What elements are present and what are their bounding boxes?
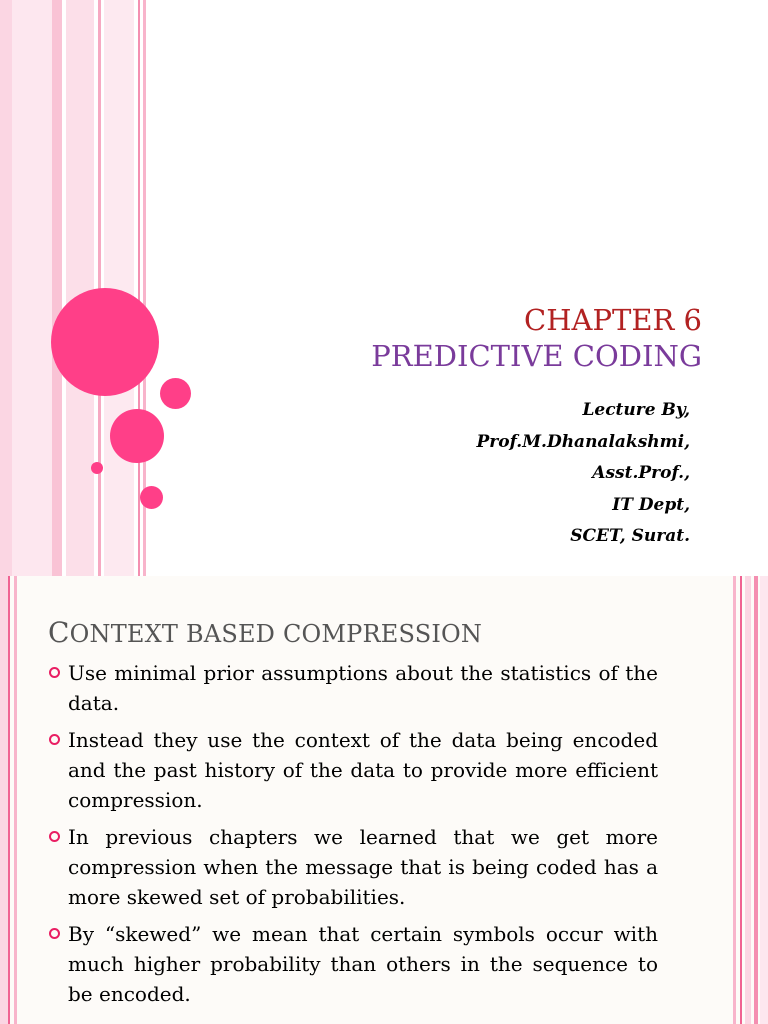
title-block [371, 302, 702, 374]
slide-title: PREDICTIVE CODING [371, 339, 702, 373]
slide-heading [48, 616, 482, 649]
bullet-ring-icon [49, 928, 60, 939]
decor-stripe [760, 576, 768, 1024]
decor-stripe [14, 576, 17, 1024]
chapter-label: CHAPTER 6 [524, 303, 702, 337]
decor-stripe [52, 0, 62, 576]
byline-line: Prof.M.Dhanalakshmi, [476, 431, 690, 452]
bullet-list [48, 658, 658, 1016]
byline-line: IT Dept, [612, 494, 690, 515]
byline-line: SCET, Surat. [570, 526, 690, 546]
decor-stripe [0, 0, 12, 576]
decor-stripe [0, 576, 8, 1024]
decor-circle-small [140, 486, 163, 509]
bullet-text: By “skewed” we mean that certain symbols occur with much higher probability than others in the sequence to be encoded. [68, 922, 658, 1006]
bullet-text: In previous chapters we learned that we get more compression when the message that is being coded has a more skewed set of probabilities. [68, 825, 658, 909]
decor-stripe [66, 0, 94, 576]
decor-circle-tiny [91, 462, 103, 474]
bullet-item [48, 658, 658, 718]
heading-initial: C [48, 616, 70, 649]
bullet-text: Use minimal prior assumptions about the statistics of the data. [68, 661, 658, 715]
byline-line: Asst.Prof., [592, 463, 690, 483]
decor-stripe [745, 576, 751, 1024]
bullet-item [48, 919, 658, 1009]
byline [477, 395, 690, 553]
content-slide [0, 576, 768, 1024]
bullet-item [48, 822, 658, 912]
decor-circle-medium [110, 409, 164, 463]
decor-stripe [740, 576, 742, 1024]
bullet-text: Instead they use the context of the data being encoded and the past history of the data to provide more efficient compression. [68, 728, 658, 812]
byline-line: Lecture By, [582, 400, 690, 420]
bullet-ring-icon [49, 831, 60, 842]
bullet-item [48, 725, 658, 815]
decor-stripe [754, 576, 758, 1024]
decor-stripe [733, 576, 736, 1024]
bullet-ring-icon [49, 667, 60, 678]
decor-stripe [8, 576, 10, 1024]
decor-circle-large [51, 288, 159, 396]
decor-circle-small [160, 378, 191, 409]
bullet-ring-icon [49, 734, 60, 745]
decor-stripe [138, 0, 140, 576]
decor-stripe [12, 0, 52, 576]
heading-rest: ONTEXT BASED COMPRESSION [69, 620, 483, 648]
